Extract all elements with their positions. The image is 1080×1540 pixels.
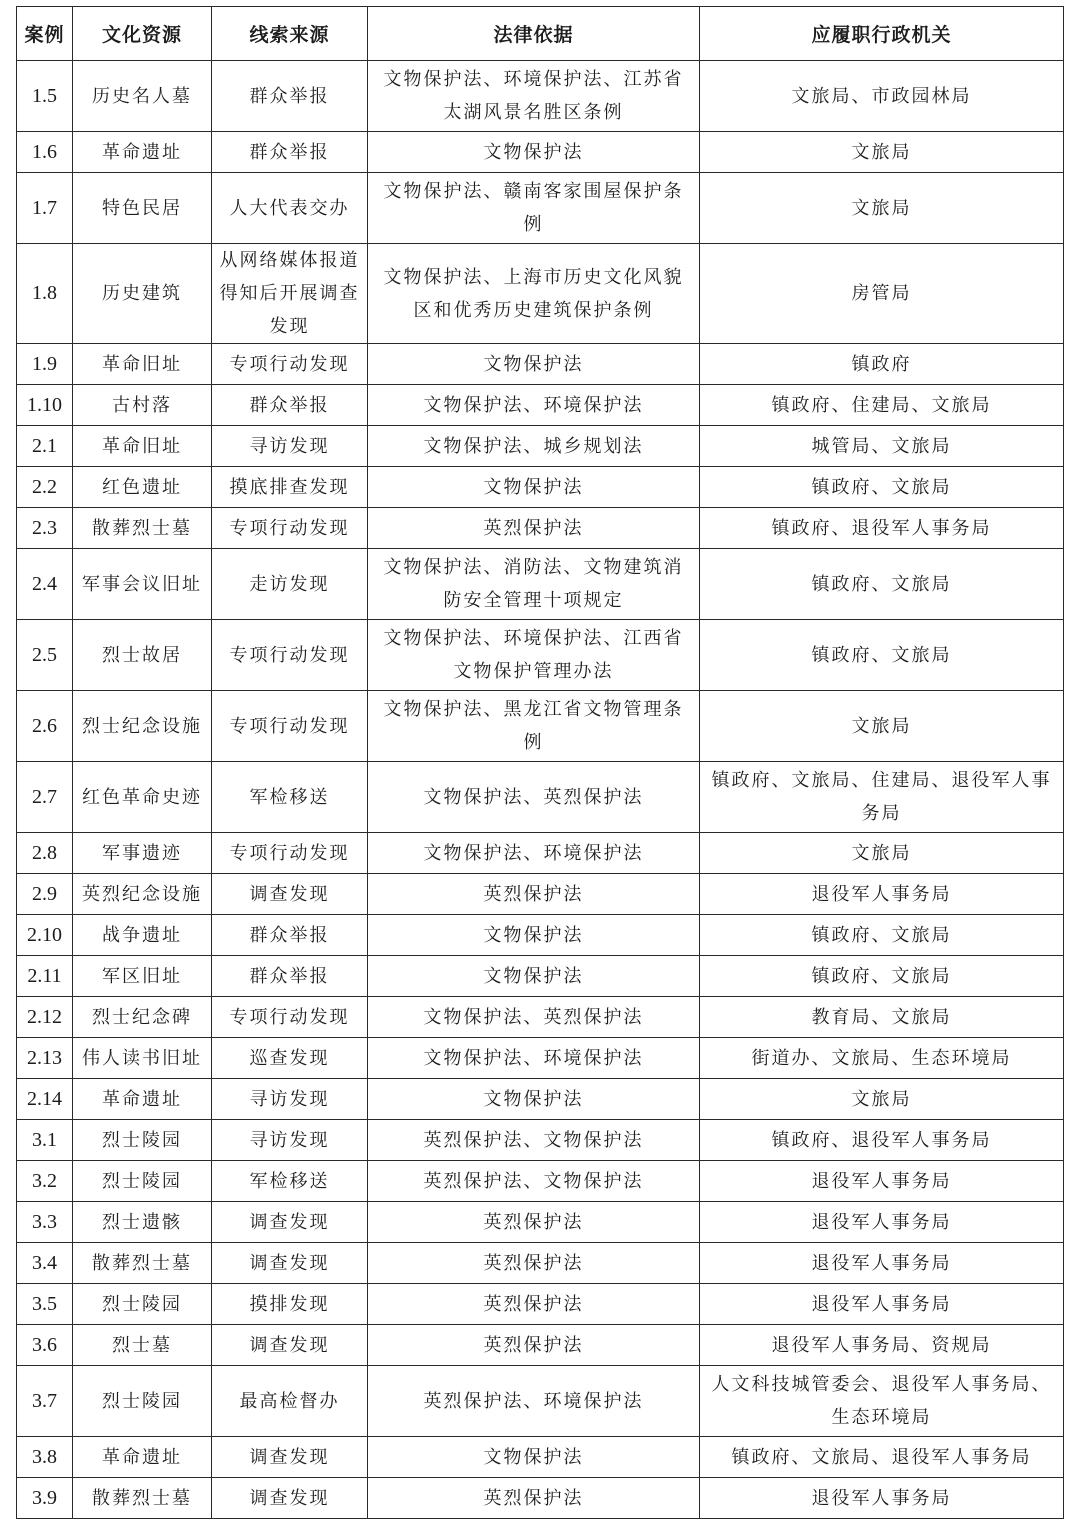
cell-legal-basis: 英烈保护法 <box>368 1202 700 1243</box>
cell-case-id: 2.8 <box>17 833 73 874</box>
cell-case-id: 2.2 <box>17 467 73 508</box>
cell-legal-basis: 文物保护法、英烈保护法 <box>368 762 700 833</box>
cell-case-id: 2.5 <box>17 620 73 691</box>
cell-case-id: 1.10 <box>17 385 73 426</box>
cell-resource: 革命遗址 <box>73 1079 212 1120</box>
cell-case-id: 1.9 <box>17 344 73 385</box>
cell-clue-source: 专项行动发现 <box>212 997 368 1038</box>
cell-resource: 烈士遗骸 <box>73 1202 212 1243</box>
cell-case-id: 3.2 <box>17 1161 73 1202</box>
cell-legal-basis: 文物保护法 <box>368 1079 700 1120</box>
cell-legal-basis: 英烈保护法、环境保护法 <box>368 1366 700 1437</box>
cell-resource: 散葬烈士墓 <box>73 508 212 549</box>
table-row <box>17 1325 1064 1366</box>
header-case: 案例 <box>17 7 73 61</box>
cell-clue-source: 寻访发现 <box>212 426 368 467</box>
cell-case-id: 2.4 <box>17 549 73 620</box>
cell-resource: 烈士故居 <box>73 620 212 691</box>
cell-clue-source: 专项行动发现 <box>212 508 368 549</box>
cell-agency: 镇政府 <box>700 344 1064 385</box>
table-row <box>17 915 1064 956</box>
cell-agency: 文旅局、市政园林局 <box>700 61 1064 132</box>
cell-legal-basis: 文物保护法、环境保护法 <box>368 385 700 426</box>
table-row <box>17 1478 1064 1519</box>
cell-resource: 军事会议旧址 <box>73 549 212 620</box>
table-row <box>17 1437 1064 1478</box>
cell-clue-source: 群众举报 <box>212 61 368 132</box>
cell-clue-source: 调查发现 <box>212 1325 368 1366</box>
table-row <box>17 61 1064 132</box>
cell-resource: 革命遗址 <box>73 1437 212 1478</box>
cell-clue-source: 摸底排查发现 <box>212 467 368 508</box>
table-row <box>17 344 1064 385</box>
cell-legal-basis: 英烈保护法、文物保护法 <box>368 1120 700 1161</box>
cell-agency: 文旅局 <box>700 173 1064 244</box>
cell-legal-basis: 英烈保护法 <box>368 1243 700 1284</box>
cell-clue-source: 专项行动发现 <box>212 691 368 762</box>
cell-legal-basis: 文物保护法、环境保护法、江苏省太湖风景名胜区条例 <box>368 61 700 132</box>
table-row <box>17 762 1064 833</box>
cell-legal-basis: 英烈保护法、文物保护法 <box>368 1161 700 1202</box>
cell-clue-source: 专项行动发现 <box>212 620 368 691</box>
cell-legal-basis: 英烈保护法 <box>368 874 700 915</box>
table-row <box>17 1038 1064 1079</box>
cell-resource: 烈士纪念设施 <box>73 691 212 762</box>
cell-agency: 镇政府、退役军人事务局 <box>700 1120 1064 1161</box>
cell-resource: 特色民居 <box>73 173 212 244</box>
table-body <box>17 61 1064 1519</box>
table-row <box>17 1366 1064 1437</box>
cell-legal-basis: 文物保护法、上海市历史文化风貌区和优秀历史建筑保护条例 <box>368 244 700 344</box>
cell-case-id: 2.12 <box>17 997 73 1038</box>
cell-clue-source: 群众举报 <box>212 956 368 997</box>
cell-case-id: 2.10 <box>17 915 73 956</box>
cell-clue-source: 从网络媒体报道得知后开展调查发现 <box>212 244 368 344</box>
header-resource: 文化资源 <box>73 7 212 61</box>
table-row <box>17 1202 1064 1243</box>
cell-agency: 镇政府、文旅局 <box>700 620 1064 691</box>
cell-clue-source: 军检移送 <box>212 762 368 833</box>
cell-resource: 古村落 <box>73 385 212 426</box>
cell-resource: 历史名人墓 <box>73 61 212 132</box>
cell-agency: 街道办、文旅局、生态环境局 <box>700 1038 1064 1079</box>
cell-agency: 房管局 <box>700 244 1064 344</box>
table-row <box>17 1120 1064 1161</box>
case-table <box>16 6 1064 1519</box>
cell-agency: 镇政府、文旅局 <box>700 549 1064 620</box>
table-row <box>17 833 1064 874</box>
table-row <box>17 244 1064 344</box>
cell-case-id: 3.6 <box>17 1325 73 1366</box>
cell-agency: 镇政府、文旅局、退役军人事务局 <box>700 1437 1064 1478</box>
cell-agency: 退役军人事务局、资规局 <box>700 1325 1064 1366</box>
table-row <box>17 508 1064 549</box>
cell-clue-source: 调查发现 <box>212 874 368 915</box>
table-row <box>17 385 1064 426</box>
table-row <box>17 426 1064 467</box>
cell-agency: 退役军人事务局 <box>700 1202 1064 1243</box>
table-row <box>17 173 1064 244</box>
cell-agency: 退役军人事务局 <box>700 1243 1064 1284</box>
cell-resource: 烈士陵园 <box>73 1366 212 1437</box>
cell-clue-source: 专项行动发现 <box>212 344 368 385</box>
cell-case-id: 2.13 <box>17 1038 73 1079</box>
cell-resource: 烈士陵园 <box>73 1161 212 1202</box>
cell-clue-source: 专项行动发现 <box>212 833 368 874</box>
cell-clue-source: 最高检督办 <box>212 1366 368 1437</box>
cell-resource: 红色革命史迹 <box>73 762 212 833</box>
cell-case-id: 2.6 <box>17 691 73 762</box>
cell-resource: 烈士墓 <box>73 1325 212 1366</box>
cell-clue-source: 调查发现 <box>212 1243 368 1284</box>
cell-case-id: 1.6 <box>17 132 73 173</box>
cell-agency: 城管局、文旅局 <box>700 426 1064 467</box>
cell-resource: 散葬烈士墓 <box>73 1478 212 1519</box>
cell-case-id: 3.1 <box>17 1120 73 1161</box>
cell-clue-source: 人大代表交办 <box>212 173 368 244</box>
cell-legal-basis: 文物保护法 <box>368 132 700 173</box>
cell-case-id: 3.3 <box>17 1202 73 1243</box>
cell-clue-source: 调查发现 <box>212 1478 368 1519</box>
cell-legal-basis: 英烈保护法 <box>368 508 700 549</box>
cell-case-id: 1.5 <box>17 61 73 132</box>
table-row <box>17 956 1064 997</box>
table-row <box>17 691 1064 762</box>
cell-agency: 退役军人事务局 <box>700 1284 1064 1325</box>
table-row <box>17 549 1064 620</box>
cell-agency: 镇政府、住建局、文旅局 <box>700 385 1064 426</box>
cell-clue-source: 走访发现 <box>212 549 368 620</box>
cell-clue-source: 调查发现 <box>212 1202 368 1243</box>
cell-agency: 镇政府、文旅局 <box>700 467 1064 508</box>
cell-case-id: 3.8 <box>17 1437 73 1478</box>
cell-case-id: 2.11 <box>17 956 73 997</box>
cell-case-id: 3.5 <box>17 1284 73 1325</box>
cell-agency: 教育局、文旅局 <box>700 997 1064 1038</box>
table-row <box>17 1079 1064 1120</box>
cell-agency: 文旅局 <box>700 833 1064 874</box>
table-row <box>17 467 1064 508</box>
cell-legal-basis: 文物保护法 <box>368 1437 700 1478</box>
cell-clue-source: 军检移送 <box>212 1161 368 1202</box>
table-row <box>17 1243 1064 1284</box>
cell-case-id: 3.4 <box>17 1243 73 1284</box>
cell-case-id: 3.9 <box>17 1478 73 1519</box>
cell-clue-source: 群众举报 <box>212 132 368 173</box>
cell-clue-source: 寻访发现 <box>212 1079 368 1120</box>
cell-agency: 退役军人事务局 <box>700 1161 1064 1202</box>
cell-resource: 散葬烈士墓 <box>73 1243 212 1284</box>
table-row <box>17 1161 1064 1202</box>
cell-case-id: 2.9 <box>17 874 73 915</box>
cell-resource: 烈士陵园 <box>73 1284 212 1325</box>
table-row <box>17 1284 1064 1325</box>
cell-legal-basis: 文物保护法、消防法、文物建筑消防安全管理十项规定 <box>368 549 700 620</box>
cell-case-id: 1.7 <box>17 173 73 244</box>
cell-legal-basis: 文物保护法 <box>368 956 700 997</box>
cell-agency: 文旅局 <box>700 691 1064 762</box>
cell-legal-basis: 文物保护法 <box>368 467 700 508</box>
cell-resource: 战争遗址 <box>73 915 212 956</box>
cell-legal-basis: 文物保护法、环境保护法 <box>368 833 700 874</box>
cell-resource: 革命旧址 <box>73 344 212 385</box>
cell-resource: 历史建筑 <box>73 244 212 344</box>
header-source: 线索来源 <box>212 7 368 61</box>
cell-legal-basis: 文物保护法、赣南客家围屋保护条例 <box>368 173 700 244</box>
cell-legal-basis: 文物保护法、黑龙江省文物管理条例 <box>368 691 700 762</box>
table-row <box>17 874 1064 915</box>
cell-resource: 英烈纪念设施 <box>73 874 212 915</box>
cell-agency: 镇政府、文旅局、住建局、退役军人事务局 <box>700 762 1064 833</box>
cell-legal-basis: 文物保护法、环境保护法 <box>368 1038 700 1079</box>
header-law: 法律依据 <box>368 7 700 61</box>
cell-resource: 军事遗迹 <box>73 833 212 874</box>
cell-legal-basis: 文物保护法、英烈保护法 <box>368 997 700 1038</box>
cell-legal-basis: 文物保护法、环境保护法、江西省文物保护管理办法 <box>368 620 700 691</box>
table-row <box>17 132 1064 173</box>
cell-agency: 镇政府、文旅局 <box>700 915 1064 956</box>
cell-case-id: 1.8 <box>17 244 73 344</box>
cell-legal-basis: 英烈保护法 <box>368 1284 700 1325</box>
cell-clue-source: 巡查发现 <box>212 1038 368 1079</box>
cell-legal-basis: 英烈保护法 <box>368 1478 700 1519</box>
header-agency: 应履职行政机关 <box>700 7 1064 61</box>
cell-clue-source: 摸排发现 <box>212 1284 368 1325</box>
cell-resource: 革命旧址 <box>73 426 212 467</box>
cell-case-id: 3.7 <box>17 1366 73 1437</box>
cell-resource: 革命遗址 <box>73 132 212 173</box>
cell-legal-basis: 文物保护法 <box>368 915 700 956</box>
cell-resource: 烈士纪念碑 <box>73 997 212 1038</box>
cell-legal-basis: 文物保护法、城乡规划法 <box>368 426 700 467</box>
cell-case-id: 2.7 <box>17 762 73 833</box>
cell-resource: 红色遗址 <box>73 467 212 508</box>
cell-resource: 伟人读书旧址 <box>73 1038 212 1079</box>
cell-resource: 烈士陵园 <box>73 1120 212 1161</box>
header-row <box>17 7 1064 61</box>
cell-case-id: 2.3 <box>17 508 73 549</box>
cell-agency: 退役军人事务局 <box>700 1478 1064 1519</box>
cell-agency: 镇政府、文旅局 <box>700 956 1064 997</box>
cell-agency: 人文科技城管委会、退役军人事务局、生态环境局 <box>700 1366 1064 1437</box>
cell-agency: 文旅局 <box>700 132 1064 173</box>
table-wrapper <box>16 6 1063 1519</box>
cell-clue-source: 群众举报 <box>212 385 368 426</box>
cell-legal-basis: 文物保护法 <box>368 344 700 385</box>
cell-clue-source: 寻访发现 <box>212 1120 368 1161</box>
cell-clue-source: 群众举报 <box>212 915 368 956</box>
cell-agency: 退役军人事务局 <box>700 874 1064 915</box>
table-row <box>17 620 1064 691</box>
cell-agency: 文旅局 <box>700 1079 1064 1120</box>
cell-resource: 军区旧址 <box>73 956 212 997</box>
cell-clue-source: 调查发现 <box>212 1437 368 1478</box>
cell-case-id: 2.1 <box>17 426 73 467</box>
table-row <box>17 997 1064 1038</box>
cell-case-id: 2.14 <box>17 1079 73 1120</box>
cell-legal-basis: 英烈保护法 <box>368 1325 700 1366</box>
cell-agency: 镇政府、退役军人事务局 <box>700 508 1064 549</box>
